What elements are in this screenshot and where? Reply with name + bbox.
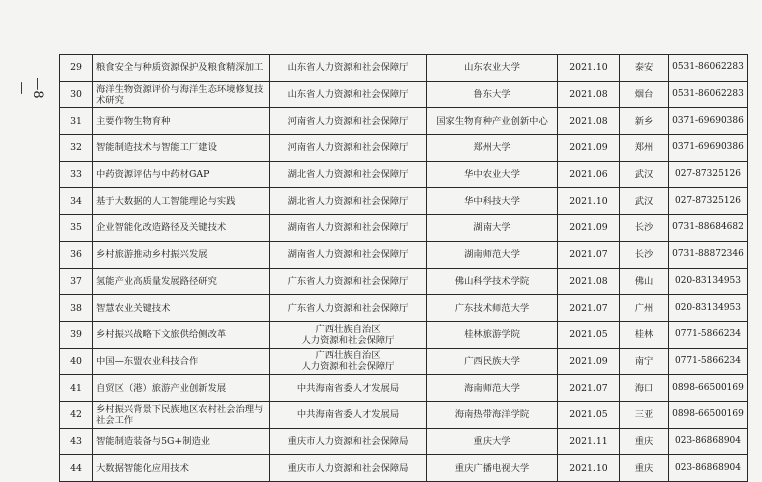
location-city: 新乡 <box>620 108 669 135</box>
schedule-date: 2021.08 <box>558 268 620 295</box>
host-institution: 海南热带海洋学院 <box>427 401 558 428</box>
table-row <box>60 428 748 455</box>
location-city: 南宁 <box>620 348 669 375</box>
contact-phone: 023-86868904 <box>669 428 748 455</box>
location-city: 郑州 <box>620 135 669 162</box>
location-city: 长沙 <box>620 241 669 268</box>
schedule-date: 2021.10 <box>558 188 620 215</box>
host-institution: 重庆广播电视大学 <box>427 455 558 482</box>
contact-phone: 0731-88872346 <box>669 241 748 268</box>
organizing-department-line: 广西壮族自治区 <box>315 350 381 362</box>
table-row <box>60 241 748 268</box>
row-number: 39 <box>60 321 93 348</box>
project-name: 粮食安全与种质资源保护及粮食精深加工 <box>93 55 270 82</box>
organizing-department <box>270 321 427 348</box>
organizing-department-line: 广西壮族自治区 <box>315 323 381 335</box>
project-name: 企业智能化改造路径及关键技术 <box>93 215 270 242</box>
organizing-department: 山东省人力资源和社会保障厅 <box>270 55 427 82</box>
organizing-department: 重庆市人力资源和社会保障局 <box>270 428 427 455</box>
row-number: 29 <box>60 55 93 82</box>
schedule-date: 2021.09 <box>558 215 620 242</box>
location-city: 海口 <box>620 375 669 402</box>
row-number: 32 <box>60 135 93 162</box>
location-city: 广州 <box>620 295 669 322</box>
schedule-date: 2021.09 <box>558 348 620 375</box>
project-name: 中国—东盟农业科技合作 <box>93 348 270 375</box>
row-number: 36 <box>60 241 93 268</box>
contact-phone: 0898-66500169 <box>669 375 748 402</box>
contact-phone: 0531-86062283 <box>669 55 748 82</box>
row-number: 41 <box>60 375 93 402</box>
host-institution: 华中科技大学 <box>427 188 558 215</box>
row-number: 35 <box>60 215 93 242</box>
project-name: 中药资源评估与中药材GAP <box>93 161 270 188</box>
host-institution: 山东农业大学 <box>427 55 558 82</box>
schedule-date: 2021.05 <box>558 321 620 348</box>
organizing-department: 湖北省人力资源和社会保障厅 <box>270 161 427 188</box>
contact-phone: 027-87325126 <box>669 188 748 215</box>
row-number: 31 <box>60 108 93 135</box>
organizing-department: 中共海南省委人才发展局 <box>270 401 427 428</box>
table-row <box>60 135 748 162</box>
table-row <box>60 55 748 82</box>
location-city: 泰安 <box>620 55 669 82</box>
project-name: 海洋生物资源评价与海洋生态环境修复技术研究 <box>93 81 270 108</box>
table-row <box>60 188 748 215</box>
schedule-date: 2021.10 <box>558 55 620 82</box>
host-institution: 海南师范大学 <box>427 375 558 402</box>
host-institution: 湖南大学 <box>427 215 558 242</box>
table-row <box>60 268 748 295</box>
organizing-department: 湖北省人力资源和社会保障厅 <box>270 188 427 215</box>
location-city: 武汉 <box>620 161 669 188</box>
table-row <box>60 161 748 188</box>
location-city: 佛山 <box>620 268 669 295</box>
organizing-department: 湖南省人力资源和社会保障厅 <box>270 215 427 242</box>
project-name: 自贸区（港）旅游产业创新发展 <box>93 375 270 402</box>
host-institution: 国家生物育种产业创新中心 <box>427 108 558 135</box>
location-city: 三亚 <box>620 401 669 428</box>
row-number: 44 <box>60 455 93 482</box>
location-city: 重庆 <box>620 455 669 482</box>
host-institution: 广东技术师范大学 <box>427 295 558 322</box>
table-row <box>60 375 748 402</box>
row-number: 34 <box>60 188 93 215</box>
project-name: 乡村旅游推动乡村振兴发展 <box>93 241 270 268</box>
schedule-date: 2021.08 <box>558 108 620 135</box>
organizing-department-line: 人力资源和社会保障厅 <box>301 334 395 346</box>
schedule-date: 2021.07 <box>558 241 620 268</box>
schedule-date: 2021.05 <box>558 401 620 428</box>
training-program-table <box>59 54 748 482</box>
row-number: 30 <box>60 81 93 108</box>
project-name: 智慧农业关键技术 <box>93 295 270 322</box>
schedule-date: 2021.09 <box>558 135 620 162</box>
row-number: 33 <box>60 161 93 188</box>
host-institution: 重庆大学 <box>427 428 558 455</box>
organizing-department: 广东省人力资源和社会保障厅 <box>270 268 427 295</box>
host-institution: 鲁东大学 <box>427 81 558 108</box>
organizing-department: 广东省人力资源和社会保障厅 <box>270 295 427 322</box>
table-row <box>60 348 748 375</box>
row-number: 37 <box>60 268 93 295</box>
host-institution: 佛山科学技术学院 <box>427 268 558 295</box>
table-row <box>60 295 748 322</box>
contact-phone: 0898-66500169 <box>669 401 748 428</box>
table-row <box>60 108 748 135</box>
schedule-date: 2021.07 <box>558 375 620 402</box>
contact-phone: 020-83134953 <box>669 268 748 295</box>
project-name: 智能制造装备与5G+制造业 <box>93 428 270 455</box>
location-city: 武汉 <box>620 188 669 215</box>
row-number: 42 <box>60 401 93 428</box>
contact-phone: 0771-5866234 <box>669 321 748 348</box>
organizing-department <box>270 348 427 375</box>
table-row <box>60 81 748 108</box>
contact-phone: 0531-86062283 <box>669 81 748 108</box>
host-institution: 桂林旅游学院 <box>427 321 558 348</box>
host-institution: 广西民族大学 <box>427 348 558 375</box>
contact-phone: 023-86868904 <box>669 455 748 482</box>
page-number: —8— <box>14 77 45 99</box>
table-row <box>60 401 748 428</box>
organizing-department: 山东省人力资源和社会保障厅 <box>270 81 427 108</box>
host-institution: 华中农业大学 <box>427 161 558 188</box>
location-city: 桂林 <box>620 321 669 348</box>
location-city: 烟台 <box>620 81 669 108</box>
organizing-department: 重庆市人力资源和社会保障局 <box>270 455 427 482</box>
project-name: 智能制造技术与智能工厂建设 <box>93 135 270 162</box>
location-city: 重庆 <box>620 428 669 455</box>
table-row <box>60 215 748 242</box>
organizing-department: 河南省人力资源和社会保障厅 <box>270 108 427 135</box>
contact-phone: 027-87325126 <box>669 161 748 188</box>
schedule-date: 2021.10 <box>558 455 620 482</box>
project-name: 乡村振兴战略下文旅供给侧改革 <box>93 321 270 348</box>
table-row <box>60 455 748 482</box>
location-city: 长沙 <box>620 215 669 242</box>
contact-phone: 0731-88684682 <box>669 215 748 242</box>
contact-phone: 0771-5866234 <box>669 348 748 375</box>
project-name: 乡村振兴背景下民族地区农村社会治理与社会工作 <box>93 401 270 428</box>
organizing-department-line: 人力资源和社会保障厅 <box>301 361 395 373</box>
host-institution: 郑州大学 <box>427 135 558 162</box>
project-name: 主要作物生物育种 <box>93 108 270 135</box>
host-institution: 湖南师范大学 <box>427 241 558 268</box>
table-row <box>60 321 748 348</box>
schedule-date: 2021.07 <box>558 295 620 322</box>
contact-phone: 0371-69690386 <box>669 135 748 162</box>
schedule-date: 2021.08 <box>558 81 620 108</box>
project-name: 基于大数据的人工智能理论与实践 <box>93 188 270 215</box>
row-number: 43 <box>60 428 93 455</box>
row-number: 40 <box>60 348 93 375</box>
row-number: 38 <box>60 295 93 322</box>
organizing-department: 湖南省人力资源和社会保障厅 <box>270 241 427 268</box>
contact-phone: 020-83134953 <box>669 295 748 322</box>
project-name: 氢能产业高质量发展路径研究 <box>93 268 270 295</box>
organizing-department: 河南省人力资源和社会保障厅 <box>270 135 427 162</box>
organizing-department: 中共海南省委人才发展局 <box>270 375 427 402</box>
project-name: 大数据智能化应用技术 <box>93 455 270 482</box>
contact-phone: 0371-69690386 <box>669 108 748 135</box>
schedule-date: 2021.11 <box>558 428 620 455</box>
schedule-date: 2021.06 <box>558 161 620 188</box>
